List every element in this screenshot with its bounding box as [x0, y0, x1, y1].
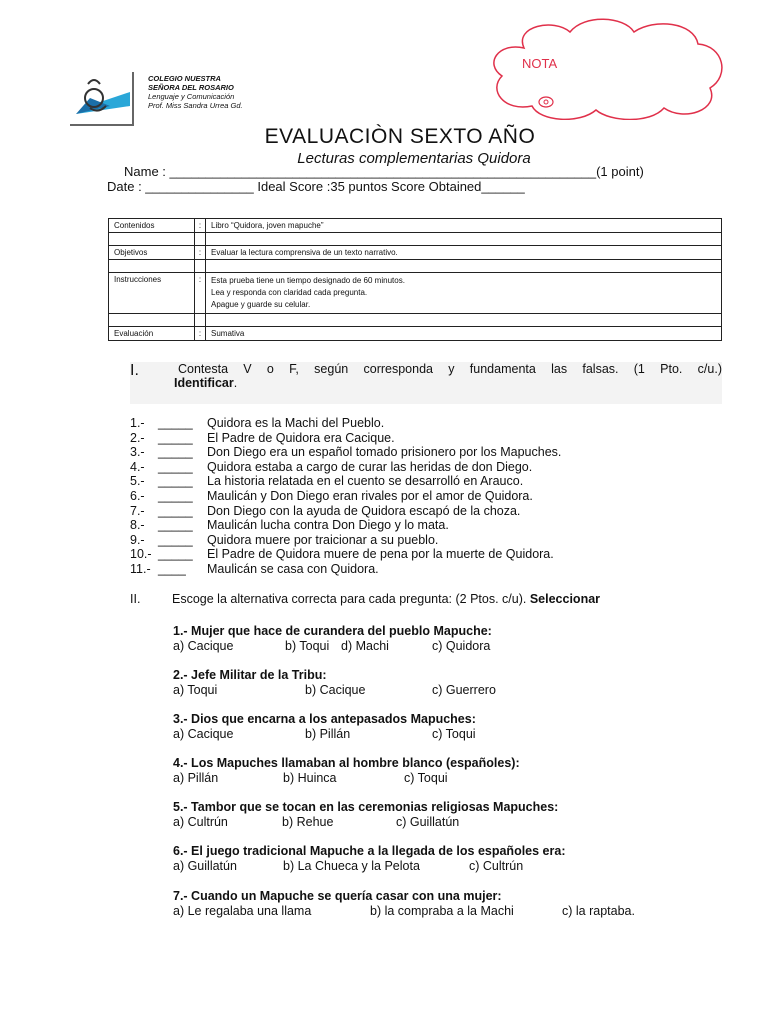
item-number: 6.- [130, 488, 145, 503]
answer-blank[interactable]: _____ [158, 430, 193, 445]
answer-option[interactable]: a) Toqui [173, 683, 218, 697]
question-block [173, 800, 733, 830]
answer-blank[interactable]: ____ [158, 561, 186, 576]
item-number: 2.- [130, 430, 145, 445]
section-2-number: II. [130, 592, 141, 606]
options-row [173, 771, 733, 786]
question-block [173, 756, 733, 786]
colon: : [195, 273, 206, 314]
section-2-instruction-text: Escoge la alternativa correcta para cada pregunta: (2 Ptos. c/u). [172, 592, 530, 606]
answer-option[interactable]: b) La Chueca y la Pelota [283, 859, 420, 873]
item-number: 8.- [130, 518, 145, 533]
options-row [173, 904, 733, 919]
section-1-number: I. [130, 362, 139, 379]
answer-blank[interactable]: _____ [158, 518, 193, 533]
answer-option[interactable]: a) Cacique [173, 727, 234, 741]
question-text: 4.- Los Mapuches llamaban al hombre blanco (españoles): [173, 756, 520, 770]
grade-cloud-icon [484, 18, 730, 120]
answer-option[interactable]: c) Cultrún [469, 859, 524, 873]
answer-option[interactable]: b) Cacique [305, 683, 366, 697]
answer-option[interactable]: b) Pillán [305, 727, 351, 741]
answer-option[interactable]: a) Guillatún [173, 859, 237, 873]
answer-option[interactable]: b) Rehue [282, 815, 334, 829]
school-name-1: COLEGIO NUESTRA [148, 74, 221, 83]
contenidos-value: Libro “Quidora, joven mapuche” [206, 219, 722, 233]
colon: : [195, 327, 206, 341]
item-statement: Maulicán se casa con Quidora. [207, 561, 379, 576]
answer-option[interactable]: c) Toqui [432, 727, 476, 741]
item-statement: Maulicán y Don Diego eran rivales por el amor de Quidora. [207, 488, 533, 503]
question-text: 3.- Dios que encarna a los antepasados Mapuches: [173, 712, 476, 726]
answer-blank[interactable]: _____ [158, 459, 193, 474]
answer-blank[interactable]: _____ [158, 445, 193, 460]
question-block [173, 889, 733, 919]
answer-blank[interactable]: _____ [158, 488, 193, 503]
colon: : [195, 246, 206, 260]
question-text: 2.- Jefe Militar de la Tribu: [173, 668, 327, 682]
item-statement: Don Diego era un español tomado prisionero por los Mapuches. [207, 445, 562, 460]
answer-blank[interactable]: _____ [158, 474, 193, 489]
table-row [109, 219, 722, 233]
item-statement: Quidora es la Machi del Pueblo. [207, 416, 385, 430]
table-spacer [109, 233, 722, 246]
question-block [173, 624, 733, 654]
section-1-header [130, 362, 722, 404]
item-number: 11.- [130, 561, 151, 576]
answer-option[interactable]: c) Guillatún [396, 815, 460, 829]
item-number: 9.- [130, 532, 145, 547]
school-name-2: SEÑORA DEL ROSARIO [148, 83, 234, 92]
question-text: 5.- Tambor que se tocan en las ceremonias religiosas Mapuches: [173, 800, 559, 814]
table-spacer [109, 314, 722, 327]
evaluacion-label: Evaluación [109, 327, 195, 341]
period: . [233, 376, 238, 390]
question-text: 6.- El juego tradicional Mapuche a la llegada de los españoles era: [173, 844, 566, 858]
answer-option[interactable]: a) Cacique [173, 639, 234, 653]
answer-option[interactable]: a) Cultrún [173, 815, 228, 829]
item-number: 10.- [130, 547, 152, 562]
table-row [109, 327, 722, 341]
answer-option[interactable]: c) la raptaba. [562, 904, 635, 918]
section-2-instruction [172, 592, 600, 606]
question-text: 7.- Cuando un Mapuche se quería casar con una mujer: [173, 889, 502, 903]
options-row [173, 815, 733, 830]
evaluacion-value: Sumativa [206, 327, 722, 341]
options-row [173, 859, 733, 874]
name-field[interactable]: Name : ___________________________________________________________(1 point) [124, 164, 644, 179]
item-number: 4.- [130, 459, 145, 474]
item-number: 1.- [130, 416, 145, 430]
school-logo-icon [70, 72, 132, 124]
grade-label: NOTA [522, 56, 558, 71]
answer-blank[interactable]: _____ [158, 416, 193, 430]
teacher-name: Prof. Miss Sandra Urrea Gd. [148, 101, 243, 110]
page-subtitle: Lecturas complementarias Quidora [297, 150, 531, 167]
section-2-skill: Seleccionar [529, 592, 601, 606]
answer-option[interactable]: c) Guerrero [432, 683, 496, 697]
school-info [148, 74, 243, 110]
contenidos-label: Contenidos [109, 219, 195, 233]
answer-option[interactable]: a) Pillán [173, 771, 219, 785]
answer-option[interactable]: d) Machi [341, 639, 389, 653]
colon: : [195, 219, 206, 233]
item-statement: Maulicán lucha contra Don Diego y lo mata. [207, 518, 449, 533]
answer-option[interactable]: b) Huinca [283, 771, 337, 785]
instrucciones-value [206, 273, 722, 314]
answer-blank[interactable]: _____ [158, 503, 193, 518]
item-number: 3.- [130, 445, 145, 460]
item-number: 7.- [130, 503, 145, 518]
instruction-line: Apague y guarde su celular. [211, 300, 311, 309]
section-2-header [130, 592, 601, 606]
question-block [173, 668, 733, 698]
options-row [173, 683, 733, 698]
question-block [173, 844, 733, 874]
item-statement: Quidora estaba a cargo de curar las heridas de don Diego. [207, 459, 533, 474]
table-row [109, 273, 722, 314]
objetivos-label: Objetivos [109, 246, 195, 260]
page-title: EVALUACIÒN SEXTO AÑO [264, 125, 536, 148]
answer-option[interactable]: b) Toqui [285, 639, 330, 653]
answer-option[interactable]: a) Le regalaba una llama [173, 904, 312, 918]
table-row [109, 246, 722, 260]
answer-option[interactable]: c) Quidora [432, 639, 491, 653]
item-statement: Don Diego con la ayuda de Quidora escapó de la choza. [207, 503, 521, 518]
options-row [173, 639, 733, 654]
answer-option[interactable]: c) Toqui [404, 771, 448, 785]
answer-blank[interactable]: _____ [158, 532, 193, 547]
question-text: 1.- Mujer que hace de curandera del pueblo Mapuche: [173, 624, 492, 638]
objetivos-value: Evaluar la lectura comprensiva de un texto narrativo. [206, 246, 722, 260]
question-block [173, 712, 733, 742]
answer-blank[interactable]: _____ [158, 547, 193, 562]
item-statement: El Padre de Quidora era Cacique. [207, 430, 395, 445]
item-statement: El Padre de Quidora muere de pena por la muerte de Quidora. [207, 547, 554, 562]
subject-name: Lenguaje y Comunicación [148, 92, 235, 101]
date-score-line[interactable]: Date : _______________ Ideal Score :35 puntos Score Obtained______ [107, 179, 525, 194]
instruction-line: Lea y responda con claridad cada pregunta. [211, 288, 368, 297]
school-logo [70, 72, 134, 126]
section-1-instruction: Contesta V o F, según corresponda y fundamenta las falsas. (1 Pto. c/u.) [178, 362, 722, 376]
section-1-skill [174, 376, 237, 390]
instrucciones-label: Instrucciones [109, 273, 195, 314]
instruction-line: Esta prueba tiene un tiempo designado de 60 minutos. [211, 276, 405, 285]
answer-option[interactable]: b) la compraba a la Machi [370, 904, 514, 918]
item-statement: La historia relatada en el cuento se desarrolló en Arauco. [207, 474, 524, 489]
table-spacer [109, 260, 722, 273]
skill-label: Identificar [174, 376, 234, 390]
item-number: 5.- [130, 474, 145, 489]
options-row [173, 727, 733, 742]
item-statement: Quidora muere por traicionar a su pueblo. [207, 532, 439, 547]
info-table [108, 218, 722, 341]
